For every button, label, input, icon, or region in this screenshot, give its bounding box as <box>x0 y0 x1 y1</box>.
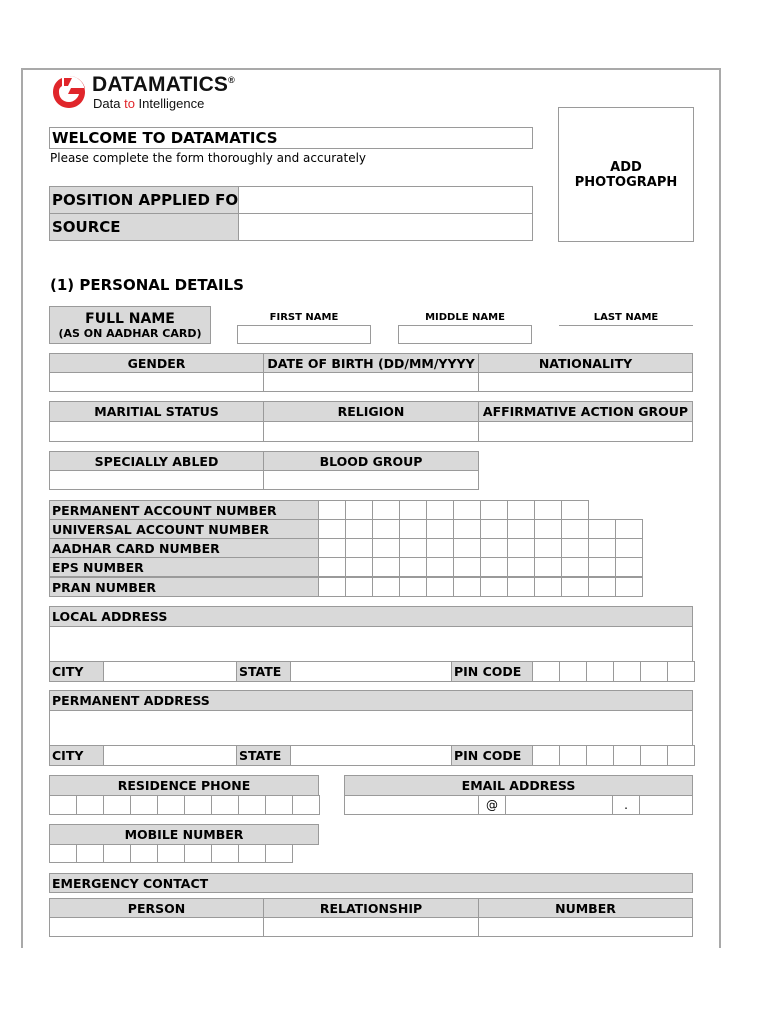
aadhar-digit-box[interactable] <box>426 538 454 558</box>
pran-digit-box[interactable] <box>615 577 643 597</box>
first-name-input[interactable] <box>237 325 371 344</box>
religion-label: RELIGION <box>263 401 479 422</box>
eps-digit-box[interactable] <box>615 557 643 577</box>
emergency-person-input[interactable] <box>49 917 264 937</box>
aadhar-digit-box[interactable] <box>372 538 400 558</box>
residence-phone-digit-box[interactable] <box>184 795 212 815</box>
pan-label: PERMANENT ACCOUNT NUMBER <box>49 500 319 520</box>
residence-phone-digit-box[interactable] <box>265 795 293 815</box>
mobile-digit-box[interactable] <box>265 844 293 863</box>
pan-digit-box[interactable] <box>453 500 481 520</box>
permanent-pin-digit-box[interactable] <box>640 745 668 766</box>
eps-digit-box[interactable] <box>372 557 400 577</box>
uan-digit-box[interactable] <box>345 519 373 539</box>
mobile-digit-box[interactable] <box>130 844 158 863</box>
local-pin-digit-box[interactable] <box>613 661 641 682</box>
permanent-address-label: PERMANENT ADDRESS <box>49 690 693 711</box>
mobile-digit-box[interactable] <box>103 844 131 863</box>
add-photograph-box[interactable]: ADD PHOTOGRAPH <box>558 107 694 242</box>
gender-label: GENDER <box>49 353 264 373</box>
nationality-label: NATIONALITY <box>478 353 693 373</box>
email-tld-input[interactable] <box>639 795 693 815</box>
aadhar-digit-box[interactable] <box>615 538 643 558</box>
pan-digit-box[interactable] <box>399 500 427 520</box>
email-domain-input[interactable] <box>505 795 613 815</box>
pran-digit-box[interactable] <box>318 577 346 597</box>
uan-digit-box[interactable] <box>507 519 535 539</box>
eps-digit-box[interactable] <box>318 557 346 577</box>
local-state-label: STATE <box>236 661 291 682</box>
source-input[interactable] <box>238 213 533 241</box>
pran-digit-box[interactable] <box>534 577 562 597</box>
permanent-state-input[interactable] <box>290 745 452 766</box>
mobile-digit-box[interactable] <box>49 844 77 863</box>
affirmative-action-input[interactable] <box>478 421 693 442</box>
mobile-digit-box[interactable] <box>184 844 212 863</box>
uan-digit-box[interactable] <box>453 519 481 539</box>
religion-input[interactable] <box>263 421 479 442</box>
permanent-city-input[interactable] <box>103 745 237 766</box>
permanent-pin-digit-box[interactable] <box>667 745 695 766</box>
permanent-state-label: STATE <box>236 745 291 766</box>
eps-label: EPS NUMBER <box>49 557 319 577</box>
uan-digit-box[interactable] <box>426 519 454 539</box>
first-name-label: FIRST NAME <box>269 312 339 323</box>
uan-digit-box[interactable] <box>399 519 427 539</box>
aadhar-digit-box[interactable] <box>318 538 346 558</box>
email-at-sign: @ <box>478 795 506 815</box>
permanent-city-label: CITY <box>49 745 104 766</box>
pan-digit-box[interactable] <box>480 500 508 520</box>
nationality-input[interactable] <box>478 372 693 392</box>
local-address-label: LOCAL ADDRESS <box>49 606 693 627</box>
permanent-pin-digit-box[interactable] <box>586 745 614 766</box>
eps-digit-box[interactable] <box>453 557 481 577</box>
local-pin-label: PIN CODE <box>451 661 533 682</box>
pran-digit-box[interactable] <box>399 577 427 597</box>
uan-digit-box[interactable] <box>318 519 346 539</box>
dob-label: DATE OF BIRTH (DD/MM/YYYY <box>263 353 479 373</box>
section-personal-details: (1) PERSONAL DETAILS <box>50 276 244 294</box>
gender-input[interactable] <box>49 372 264 392</box>
eps-digit-box[interactable] <box>345 557 373 577</box>
local-city-label: CITY <box>49 661 104 682</box>
eps-digit-box[interactable] <box>426 557 454 577</box>
uan-digit-box[interactable] <box>534 519 562 539</box>
residence-phone-digit-box[interactable] <box>49 795 77 815</box>
residence-phone-digit-box[interactable] <box>76 795 104 815</box>
middle-name-label: MIDDLE NAME <box>425 312 505 323</box>
eps-digit-box[interactable] <box>534 557 562 577</box>
residence-phone-label: RESIDENCE PHONE <box>49 775 319 796</box>
blood-group-input[interactable] <box>263 470 479 490</box>
aadhar-digit-box[interactable] <box>588 538 616 558</box>
aadhar-digit-box[interactable] <box>507 538 535 558</box>
dob-input[interactable] <box>263 372 479 392</box>
aadhar-digit-box[interactable] <box>399 538 427 558</box>
pan-digit-box[interactable] <box>345 500 373 520</box>
pran-digit-box[interactable] <box>480 577 508 597</box>
eps-digit-box[interactable] <box>588 557 616 577</box>
last-name-label: LAST NAME <box>593 312 659 323</box>
pan-digit-box[interactable] <box>426 500 454 520</box>
emergency-relationship-input[interactable] <box>263 917 479 937</box>
source-label: SOURCE <box>49 213 239 241</box>
uan-digit-box[interactable] <box>372 519 400 539</box>
pan-digit-box[interactable] <box>318 500 346 520</box>
mobile-digit-box[interactable] <box>211 844 239 863</box>
uan-label: UNIVERSAL ACCOUNT NUMBER <box>49 519 319 539</box>
eps-digit-box[interactable] <box>399 557 427 577</box>
form-subtitle: Please complete the form thoroughly and accurately <box>50 151 367 165</box>
eps-digit-box[interactable] <box>507 557 535 577</box>
email-dot: . <box>612 795 640 815</box>
residence-phone-digit-box[interactable] <box>292 795 320 815</box>
pran-label: PRAN NUMBER <box>49 577 319 597</box>
specially-abled-input[interactable] <box>49 470 264 490</box>
email-user-input[interactable] <box>344 795 479 815</box>
pran-digit-box[interactable] <box>426 577 454 597</box>
residence-phone-digit-box[interactable] <box>130 795 158 815</box>
permanent-pin-digit-box[interactable] <box>559 745 587 766</box>
pran-digit-box[interactable] <box>453 577 481 597</box>
local-pin-digit-box[interactable] <box>667 661 695 682</box>
aadhar-digit-box[interactable] <box>453 538 481 558</box>
residence-phone-digit-box[interactable] <box>103 795 131 815</box>
pan-digit-box[interactable] <box>507 500 535 520</box>
eps-digit-box[interactable] <box>561 557 589 577</box>
brand-name: DATAMATICS® <box>92 73 235 96</box>
local-pin-digit-box[interactable] <box>559 661 587 682</box>
full-name-label: FULL NAME (AS ON AADHAR CARD) <box>49 306 211 344</box>
middle-name-input[interactable] <box>398 325 532 344</box>
eps-digit-box[interactable] <box>480 557 508 577</box>
local-city-input[interactable] <box>103 661 237 682</box>
local-address-input[interactable] <box>49 626 693 662</box>
blood-group-label: BLOOD GROUP <box>263 451 479 471</box>
permanent-address-input[interactable] <box>49 710 693 746</box>
uan-digit-box[interactable] <box>615 519 643 539</box>
pran-digit-box[interactable] <box>507 577 535 597</box>
datamatics-logo-icon <box>50 74 88 110</box>
aadhar-digit-box[interactable] <box>561 538 589 558</box>
pran-digit-box[interactable] <box>372 577 400 597</box>
local-pin-digit-box[interactable] <box>640 661 668 682</box>
aadhar-digit-box[interactable] <box>480 538 508 558</box>
marital-status-label: MARITIAL STATUS <box>49 401 264 422</box>
welcome-title: WELCOME TO DATAMATICS <box>49 127 533 149</box>
pran-digit-box[interactable] <box>561 577 589 597</box>
residence-phone-digit-box[interactable] <box>211 795 239 815</box>
pran-digit-box[interactable] <box>345 577 373 597</box>
specially-abled-label: SPECIALLY ABLED <box>49 451 264 471</box>
pan-digit-box[interactable] <box>372 500 400 520</box>
brand-tagline: Data to Intelligence <box>93 96 205 111</box>
residence-phone-digit-box[interactable] <box>157 795 185 815</box>
local-pin-digit-box[interactable] <box>532 661 560 682</box>
pan-digit-box[interactable] <box>534 500 562 520</box>
aadhar-digit-box[interactable] <box>345 538 373 558</box>
residence-phone-digit-box[interactable] <box>238 795 266 815</box>
uan-digit-box[interactable] <box>588 519 616 539</box>
position-applied-input[interactable] <box>238 186 533 214</box>
mobile-number-label: MOBILE NUMBER <box>49 824 319 845</box>
last-name-input[interactable] <box>559 325 693 326</box>
emergency-person-label: PERSON <box>49 898 264 918</box>
emergency-number-input[interactable] <box>478 917 693 937</box>
marital-status-input[interactable] <box>49 421 264 442</box>
pran-digit-box[interactable] <box>588 577 616 597</box>
aadhar-label: AADHAR CARD NUMBER <box>49 538 319 558</box>
pan-digit-box[interactable] <box>561 500 589 520</box>
permanent-pin-digit-box[interactable] <box>613 745 641 766</box>
local-state-input[interactable] <box>290 661 452 682</box>
mobile-digit-box[interactable] <box>157 844 185 863</box>
permanent-pin-label: PIN CODE <box>451 745 533 766</box>
email-address-label: EMAIL ADDRESS <box>344 775 693 796</box>
local-pin-digit-box[interactable] <box>586 661 614 682</box>
affirmative-action-label: AFFIRMATIVE ACTION GROUP <box>478 401 693 422</box>
aadhar-digit-box[interactable] <box>534 538 562 558</box>
position-applied-label: POSITION APPLIED FO <box>49 186 239 214</box>
mobile-digit-box[interactable] <box>238 844 266 863</box>
mobile-digit-box[interactable] <box>76 844 104 863</box>
uan-digit-box[interactable] <box>480 519 508 539</box>
emergency-relationship-label: RELATIONSHIP <box>263 898 479 918</box>
emergency-number-label: NUMBER <box>478 898 693 918</box>
emergency-contact-label: EMERGENCY CONTACT <box>49 873 693 893</box>
uan-digit-box[interactable] <box>561 519 589 539</box>
permanent-pin-digit-box[interactable] <box>532 745 560 766</box>
